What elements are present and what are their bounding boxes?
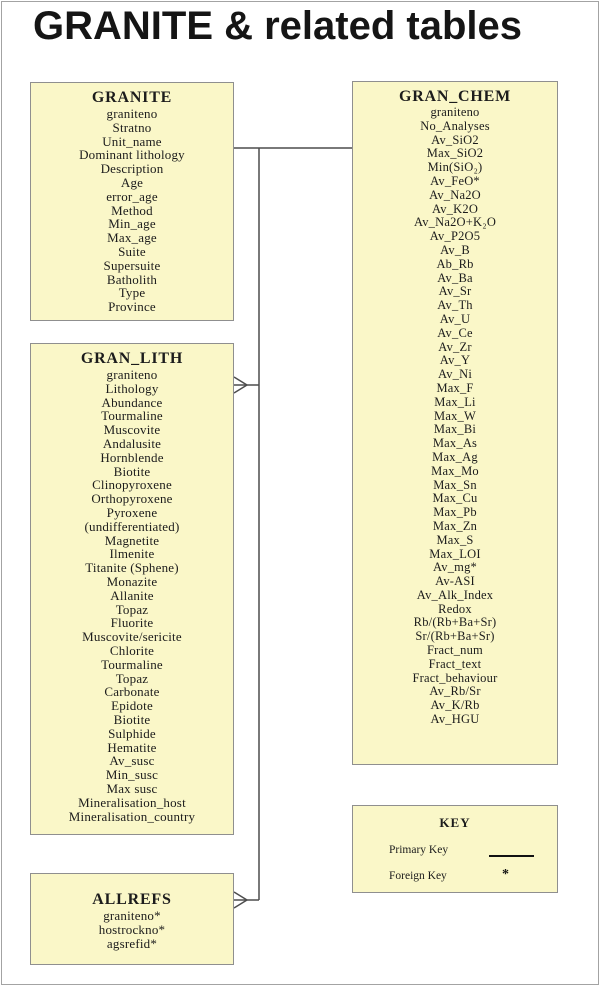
table-allrefs-fields — [31, 909, 233, 950]
table-gran-lith — [30, 343, 234, 835]
table-field: Muscovite/sericite — [82, 629, 182, 645]
table-field: Clinopyroxene — [92, 477, 172, 493]
table-field: Max_Ag — [432, 449, 478, 464]
table-field: Allanite — [110, 587, 154, 603]
table-field: Min(SiO₂) — [427, 160, 483, 175]
table-granite-title: GRANITE — [91, 89, 173, 106]
table-granite-fields — [31, 107, 233, 314]
table-field: Av_Na2O — [429, 187, 481, 202]
table-field: Max_age — [107, 230, 157, 246]
table-field: Monazite — [106, 573, 158, 589]
table-field: Method — [111, 202, 153, 218]
table-field: Description — [100, 161, 164, 177]
table-field: Supersuite — [103, 257, 161, 273]
table-field: Min_susc — [105, 767, 159, 783]
table-field: Av_susc — [109, 753, 155, 769]
table-field: Max_Pb — [433, 505, 477, 520]
table-field: error_age — [106, 188, 158, 204]
table-field: Type — [118, 285, 146, 301]
table-gran-chem-fields — [353, 106, 557, 727]
table-field: Av_K2O — [431, 201, 479, 216]
table-field: Av_B — [440, 242, 470, 257]
table-field: Redox — [438, 601, 472, 616]
table-field: Biotite — [113, 463, 151, 479]
table-field: graniteno* — [103, 908, 161, 923]
table-field: Av_mg* — [432, 560, 478, 575]
table-field: Max_As — [432, 436, 478, 451]
table-field: Batholith — [106, 271, 158, 287]
table-allrefs-title: ALLREFS — [92, 891, 172, 908]
table-field: (undifferentiated) — [84, 518, 180, 534]
table-field: Tourmaline — [101, 408, 163, 424]
legend-foreign-key-row — [353, 867, 557, 886]
table-field: Max_Mo — [431, 463, 479, 478]
table-field: Fract_num — [427, 643, 483, 658]
table-field: Av_Zr — [438, 339, 472, 354]
table-field: Sr/(Rb+Ba+Sr) — [415, 629, 495, 644]
table-field: Av_Rb/Sr — [429, 684, 481, 699]
primary-key-underline-icon — [489, 855, 534, 857]
crow-foot-many-icon — [234, 377, 247, 393]
table-field: Max_LOI — [429, 546, 481, 561]
table-gran-chem — [352, 81, 558, 765]
table-allrefs — [30, 873, 234, 965]
table-field: Min_age — [108, 216, 156, 232]
table-field: Pyroxene — [106, 504, 158, 520]
table-field: Epidote — [111, 698, 153, 714]
table-gran-lith-fields — [31, 368, 233, 823]
table-field: Abundance — [101, 394, 163, 410]
table-gran-lith-title: GRAN_LITH — [80, 350, 184, 367]
table-field: Stratno — [112, 119, 152, 135]
table-field: Max_W — [434, 408, 476, 423]
table-field: Orthopyroxene — [91, 491, 173, 507]
table-field: Carbonate — [104, 684, 160, 700]
table-field: Fract_text — [428, 656, 482, 671]
table-field: Max susc — [106, 780, 158, 796]
table-field: Titanite (Sphene) — [85, 560, 179, 576]
table-field: graniteno — [106, 367, 158, 382]
table-field: Av_Th — [437, 298, 473, 313]
table-field: Av-ASI — [435, 574, 475, 589]
legend-key-title: KEY — [439, 815, 471, 830]
table-field: Av_SiO2 — [431, 132, 479, 147]
legend-primary-key-row — [353, 844, 557, 860]
table-field: Max_Zn — [432, 518, 478, 533]
table-field: Province — [108, 299, 156, 315]
table-field: Chlorite — [109, 642, 155, 658]
table-field: agsrefid* — [106, 935, 158, 951]
table-field: Ilmenite — [109, 546, 155, 562]
table-field: Av_Ba — [437, 270, 473, 285]
table-field: Av_HGU — [430, 712, 480, 727]
table-field: Max_Sn — [433, 477, 477, 492]
table-field: Unit_name — [102, 133, 162, 149]
table-field: Hematite — [107, 739, 157, 755]
table-field: Andalusite — [102, 435, 162, 451]
table-field: Max_SiO2 — [426, 146, 484, 161]
table-field: Topaz — [115, 670, 149, 686]
table-field: graniteno — [106, 106, 158, 121]
table-field: Rb/(Rb+Ba+Sr) — [413, 615, 497, 630]
table-field: Biotite — [113, 711, 151, 727]
table-field: Av_P2O5 — [429, 229, 481, 244]
table-field: Suite — [118, 243, 146, 259]
legend-key-box — [352, 805, 558, 893]
table-field: Lithology — [105, 380, 159, 396]
foreign-key-asterisk-icon: * — [502, 867, 509, 882]
table-field: Ab_Rb — [436, 256, 474, 271]
table-field: Av_Y — [439, 353, 471, 368]
page-title: GRANITE & related tables — [33, 4, 523, 48]
table-field: Max_Li — [434, 394, 476, 409]
table-field: Av_K/Rb — [430, 698, 480, 713]
table-field: Max_Cu — [432, 491, 478, 506]
table-field: Av_FeO* — [430, 173, 480, 188]
table-granite — [30, 82, 234, 321]
primary-key-label: Primary Key — [389, 844, 449, 856]
table-field: graniteno — [430, 105, 480, 119]
table-field: Av_Na2O+K₂O — [413, 215, 497, 230]
table-field: Max_F — [436, 380, 474, 395]
table-field: Av_Alk_Index — [416, 587, 494, 602]
table-field: Topaz — [115, 601, 149, 617]
table-field: Fluorite — [110, 615, 154, 631]
table-field: hostrockno* — [98, 921, 166, 937]
table-field: Sulphide — [108, 725, 156, 741]
table-field: Hornblende — [100, 449, 164, 465]
table-field: Mineralisation_country — [68, 808, 196, 824]
table-field: Fract_behaviour — [412, 670, 498, 685]
table-field: Age — [120, 174, 144, 190]
table-field: Mineralisation_host — [78, 794, 186, 810]
table-field: Max_Bi — [433, 422, 477, 437]
table-field: Av_U — [439, 311, 471, 326]
table-field: No_Analyses — [420, 118, 490, 133]
table-field: Dominant lithology — [79, 147, 185, 163]
table-field: Magnetite — [104, 532, 160, 548]
crow-foot-many-icon — [234, 892, 247, 908]
table-gran-chem-title: GRAN_CHEM — [398, 88, 512, 105]
table-field: Av_Ce — [437, 325, 473, 340]
table-field: Av_Ni — [437, 367, 473, 382]
table-field: Muscovite — [103, 422, 161, 438]
table-field: Tourmaline — [101, 656, 163, 672]
table-field: Av_Sr — [438, 284, 472, 299]
foreign-key-label: Foreign Key — [389, 870, 447, 882]
table-field: Max_S — [436, 532, 474, 547]
